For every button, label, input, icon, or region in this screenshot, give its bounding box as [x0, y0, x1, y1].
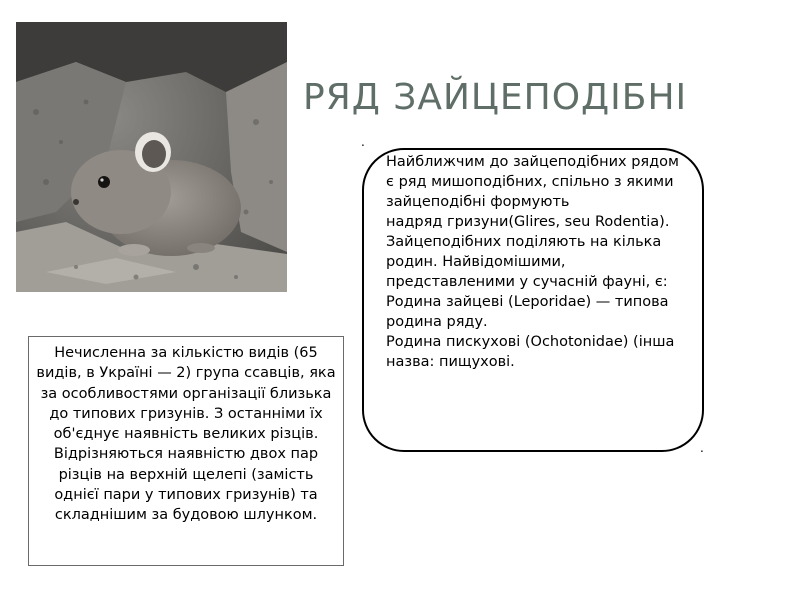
bottom-dot: .	[700, 441, 704, 455]
pika-photo	[16, 22, 287, 292]
info-box	[362, 148, 704, 455]
top-dot: .	[361, 135, 365, 149]
info-paragraph: Найближчим до зайцеподібних рядом є ряд мишоподібних, спільно з якими зайцеподібні формують	[386, 154, 679, 210]
info-paragraph: надряд гризуни(Glires, seu Rodentia).	[386, 214, 670, 230]
info-paragraph: Родина зайцеві (Leporidae) — типова родина ряду.	[386, 294, 669, 330]
slide-title: РЯД ЗАЙЦЕПОДІБНІ	[303, 77, 688, 118]
info-paragraph: Родина пискухові (Ochotonidae) (інша назва: пищухові.	[386, 334, 675, 370]
description-text: Нечисленна за кількістю видів (65 видів, в Україні — 2) група ссавців, яка за особливостями організації близька до типових гризунів. З останніми їх об'єднує наявність великих різців. Відрізняються наявністю двох пар різців на верхній щелепі (замість однієї пари у типових гризунів) та складнішим за будовою шлунком.	[36, 345, 336, 524]
description-box	[28, 336, 344, 566]
info-paragraph: Зайцеподібних поділяють на кілька родин. Найвідомішими, представленими у сучасній фауні, є:	[386, 234, 668, 290]
